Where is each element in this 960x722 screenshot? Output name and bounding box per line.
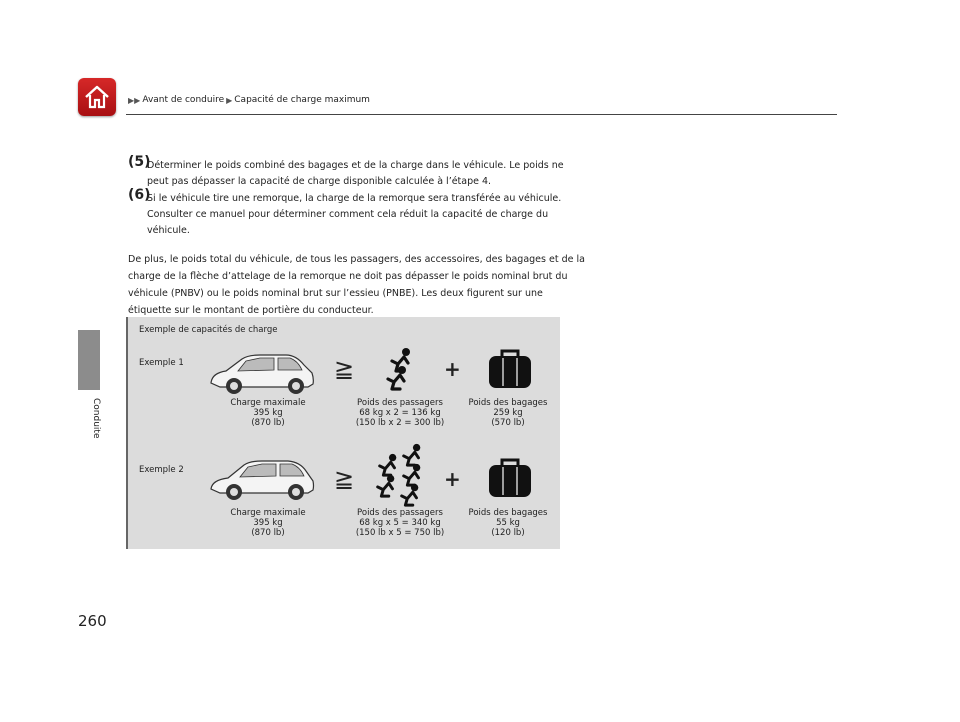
paragraph-line: véhicule (PNBV) ou le poids nominal brut sur l’essieu (PNBE). Les deux figurent sur une	[128, 288, 543, 299]
step-number: (5)	[128, 154, 151, 170]
chevron-right-icon: ▶	[226, 95, 233, 105]
breadcrumb	[128, 95, 370, 105]
chevron-right-icon: ▶▶	[128, 95, 141, 105]
luggage-weight-caption: Poids des bagages 55 kg (120 lb)	[468, 508, 548, 538]
page-number: 260	[78, 612, 107, 630]
section-label: Conduite	[91, 398, 101, 439]
passenger-icon	[384, 365, 410, 391]
paragraph-line: étiquette sur le montant de portière du conducteur.	[128, 305, 374, 316]
step-text: Déterminer le poids combiné des bagages et de la charge dans le véhicule. Le poids ne	[147, 160, 564, 171]
home-button[interactable]	[78, 78, 116, 116]
passenger-weight-caption: Poids des passagers 68 kg x 2 = 136 kg (150 lb x 2 = 300 lb)	[355, 398, 445, 428]
step-text: Consulter ce manuel pour déterminer comment cela réduit la capacité de charge du	[147, 209, 549, 220]
header-divider	[126, 114, 837, 115]
max-load-caption: Charge maximale 395 kg (870 lb)	[230, 508, 306, 538]
breadcrumb-item[interactable]: Capacité de charge maximum	[234, 95, 370, 105]
step-text: Si le véhicule tire une remorque, la charge de la remorque sera transférée au véhicule.	[147, 193, 562, 204]
body-paragraph	[128, 251, 585, 319]
load-capacity-figure	[126, 317, 560, 549]
max-load-caption: Charge maximale 395 kg (870 lb)	[230, 398, 306, 428]
passenger-icon	[398, 483, 422, 507]
step-text: véhicule.	[147, 225, 190, 236]
step-text: peut pas dépasser la capacité de charge disponible calculée à l’étape 4.	[147, 176, 492, 187]
plus-symbol: +	[444, 467, 461, 491]
example-2-label: Exemple 2	[139, 465, 184, 475]
luggage-weight-caption: Poids des bagages 259 kg (570 lb)	[468, 398, 548, 428]
car-icon	[208, 455, 316, 503]
paragraph-line: charge de la flèche d’attelage de la remorque ne doit pas dépasser le poids nominal brut du	[128, 271, 568, 282]
greater-equal-symbol: ≧	[334, 355, 355, 383]
home-icon	[83, 83, 111, 111]
car-icon	[208, 349, 316, 397]
greater-equal-symbol: ≧	[334, 465, 355, 493]
figure-title: Exemple de capacités de charge	[139, 325, 278, 335]
luggage-icon	[487, 348, 533, 390]
luggage-icon	[487, 457, 533, 499]
section-tab[interactable]	[78, 330, 100, 390]
paragraph-line: De plus, le poids total du véhicule, de tous les passagers, des accessoires, des bagages et de la	[128, 254, 585, 265]
step-number: (6)	[128, 187, 151, 203]
plus-symbol: +	[444, 357, 461, 381]
breadcrumb-item[interactable]: Avant de conduire	[142, 95, 225, 105]
passenger-weight-caption: Poids des passagers 68 kg x 5 = 340 kg (150 lb x 5 = 750 lb)	[355, 508, 445, 538]
passenger-icon	[374, 474, 398, 498]
example-1-label: Exemple 1	[139, 358, 184, 368]
